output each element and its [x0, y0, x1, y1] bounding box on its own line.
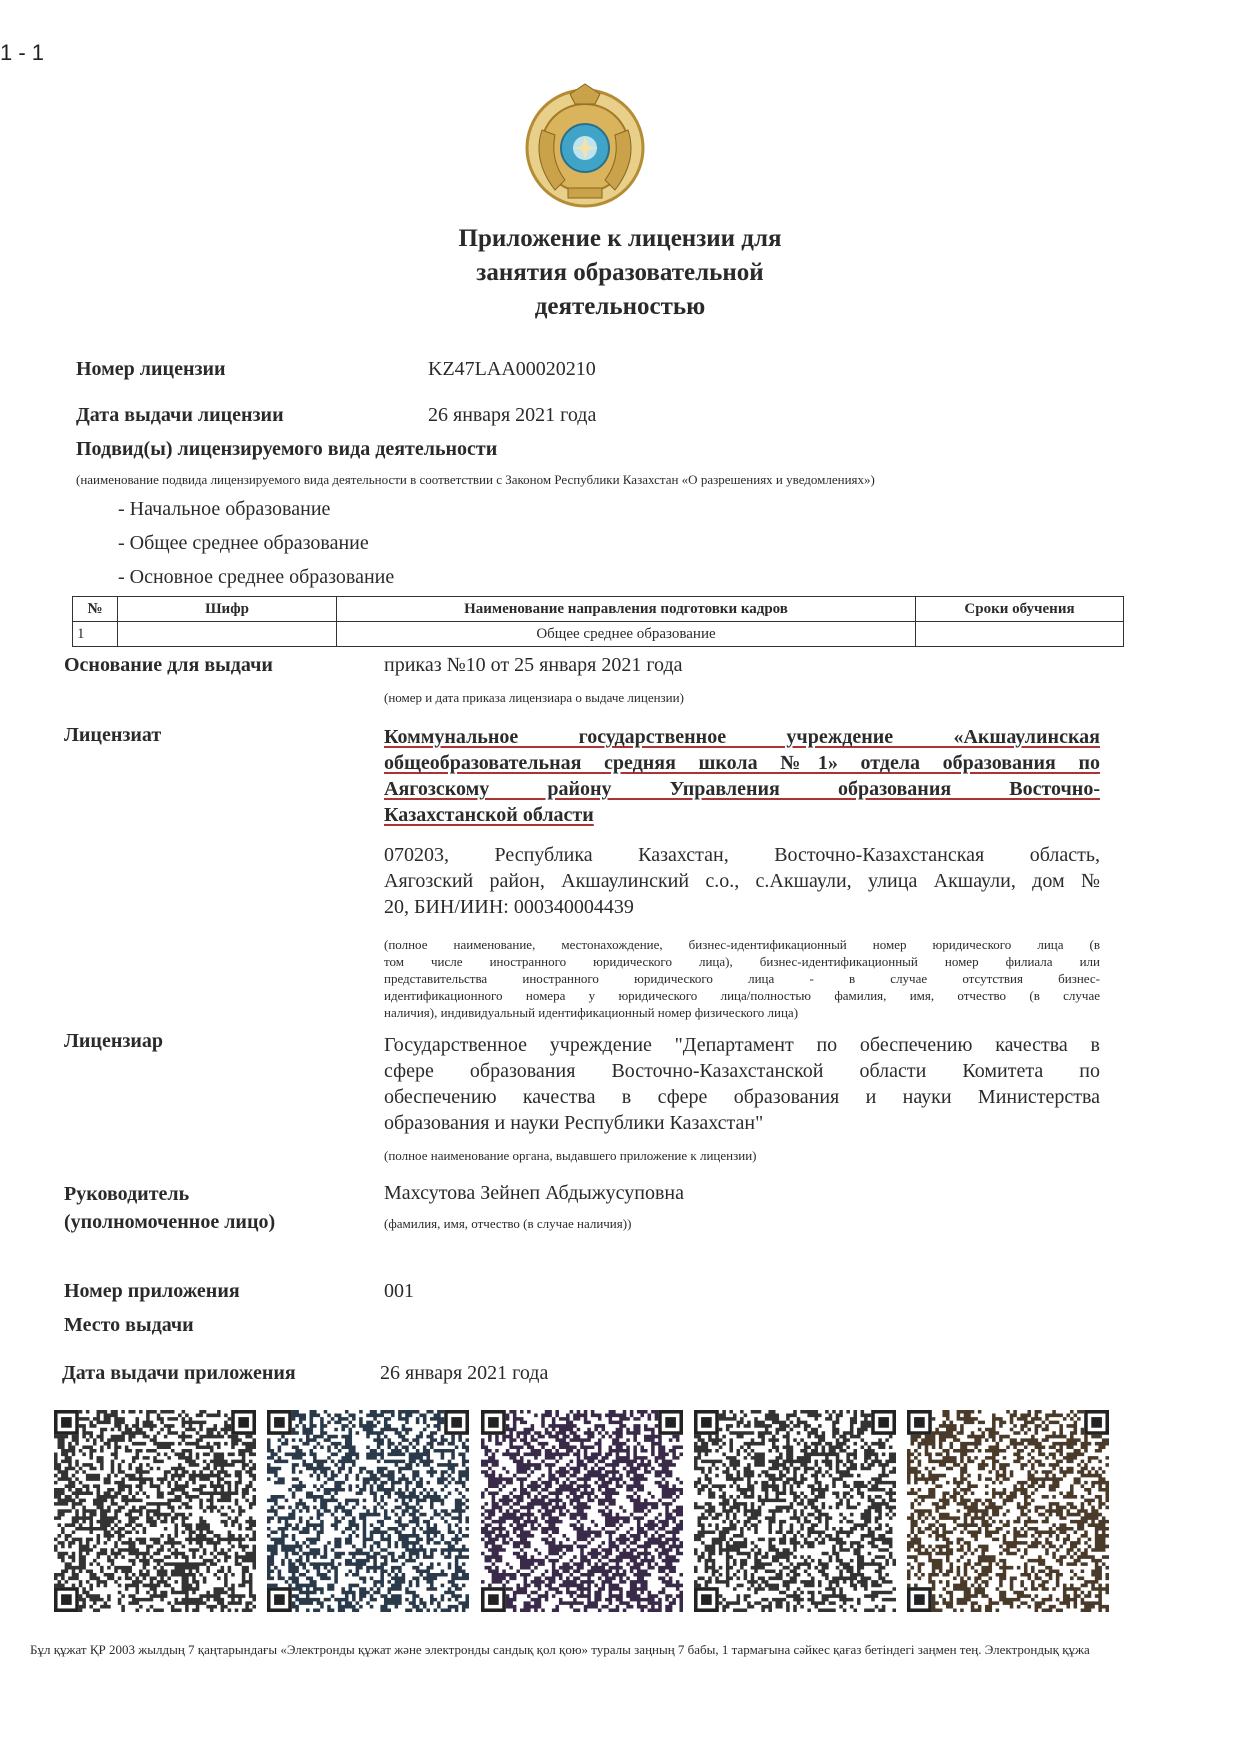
head-label-line: Руководитель: [64, 1183, 190, 1205]
licensee-address-line: 20, БИН/ИИН: 000340004439: [384, 896, 634, 918]
head-value: Махсутова Зейнеп Абдыжусуповна: [384, 1182, 684, 1204]
licensee-note: [384, 936, 1100, 1021]
licensee-address-line: Аягозский район, Акшаулинский с.о., с.Акшаули, улица Акшаули, дом №: [384, 870, 1100, 892]
subtypes-list: [118, 492, 394, 594]
table-cell: Общее среднее образование: [337, 622, 916, 647]
licensee-name: [384, 724, 1100, 828]
license-date-value: 26 января 2021 года: [428, 404, 597, 426]
licensee-name-line: общеобразовательная средняя школа №1» отдела образования по: [384, 752, 1100, 774]
title-line-1: Приложение к лицензии для: [458, 225, 782, 252]
licensee-note-line: наличия), индивидуальный идентификационный номер физического лица): [384, 1005, 799, 1020]
licensor-name-line: сфере образования Восточно-Казахстанской области Комитета по: [384, 1060, 1100, 1082]
column-header: №: [73, 597, 118, 622]
licensor-name-line: обеспечению качества в сфере образования и науки Министерства: [384, 1086, 1100, 1108]
basis-value: приказ №10 от 25 января 2021 года: [384, 654, 683, 676]
licensor-note: (полное наименование органа, выдавшего приложение к лицензии): [384, 1148, 757, 1163]
appendix-number-value: 001: [384, 1280, 414, 1302]
table-cell: [916, 622, 1124, 647]
licensee-address: [384, 842, 1100, 920]
license-number-label: Номер лицензии: [76, 358, 226, 380]
licensee-note-line: представительства иностранного юридического лица - в случае отсутствия бизнес-: [384, 971, 1100, 986]
title-line-2: занятия образовательной: [476, 259, 764, 286]
head-note: (фамилия, имя, отчество (в случае наличия)): [384, 1216, 632, 1231]
state-emblem-icon: [520, 80, 650, 210]
licensee-name-line: Казахстанской области: [384, 804, 594, 826]
license-number-value: KZ47LAA00020210: [428, 358, 596, 380]
licensee-note-line: идентификационного номера у юридического лица/полностью фамилия, имя, отчество (в случае: [384, 988, 1100, 1003]
appendix-number-label: Номер приложения: [64, 1280, 240, 1302]
qr-code-icon: [54, 1410, 256, 1612]
licensor-label: Лицензиар: [64, 1030, 164, 1052]
licensor-name-line: Государственное учреждение "Департамент по обеспечению качества в: [384, 1034, 1100, 1056]
table-header-row: [73, 597, 1124, 622]
qr-code-icon: [481, 1410, 683, 1612]
list-item: - Основное среднее образование: [118, 566, 395, 588]
list-item: - Общее среднее образование: [118, 532, 369, 554]
column-header: Наименование направления подготовки кадров: [337, 597, 916, 622]
head-label-line: (уполномоченное лицо): [64, 1211, 276, 1233]
head-label: [64, 1180, 275, 1236]
page-title: [340, 222, 900, 324]
basis-note: (номер и дата приказа лицензиара о выдаче лицензии): [384, 690, 684, 705]
license-date-label: Дата выдачи лицензии: [76, 404, 284, 426]
licensee-name-line: Коммунальное государственное учреждение «Акшаулинская: [384, 726, 1100, 748]
basis-label: Основание для выдачи: [64, 654, 273, 676]
table-row: [73, 622, 1124, 647]
licensee-name-line: Аягозскому району Управления образования Восточно-: [384, 778, 1100, 800]
licensee-note-line: том числе иностранного юридического лица), бизнес-идентификационный номер филиала или: [384, 954, 1100, 969]
licensor-name: [384, 1032, 1100, 1136]
licensee-note-line: (полное наименование, местонахождение, бизнес-идентификационный номер юридического лица (в: [384, 937, 1100, 952]
place-label: Место выдачи: [64, 1314, 194, 1336]
appendix-date-label: Дата выдачи приложения: [62, 1362, 296, 1384]
page-marker: 1 - 1: [0, 40, 45, 65]
column-header: Шифр: [118, 597, 337, 622]
licensee-label: Лицензиат: [64, 724, 162, 746]
column-header: Сроки обучения: [916, 597, 1124, 622]
footer-legal-text: Бұл құжат ҚР 2003 жылдың 7 қаңтарындағы «Электронды құжат және электронды сандық қол қою» туралы заңның 7 бабы, 1 тармағына сәйкес қағаз бетіндегі заңмен тең. Электрондық құжа: [30, 1642, 1090, 1657]
qr-code-icon: [267, 1410, 469, 1612]
table-cell: 1: [73, 622, 118, 647]
appendix-date-value: 26 января 2021 года: [380, 1362, 549, 1384]
qr-code-icon: [694, 1410, 896, 1612]
qr-code-icon: [907, 1410, 1109, 1612]
subtypes-label: Подвид(ы) лицензируемого вида деятельности: [76, 438, 498, 460]
licensee-address-line: 070203, Республика Казахстан, Восточно-Казахстанская область,: [384, 844, 1100, 866]
title-line-3: деятельностью: [534, 293, 706, 320]
list-item: - Начальное образование: [118, 498, 331, 520]
subtypes-note: (наименование подвида лицензируемого вида деятельности в соответствии с Законом Республики Казахстан «О разрешениях и уведомлениях»): [76, 472, 875, 487]
licensor-name-line: образования и науки Республики Казахстан": [384, 1112, 764, 1134]
training-table: [72, 596, 1124, 647]
table-cell: [118, 622, 337, 647]
